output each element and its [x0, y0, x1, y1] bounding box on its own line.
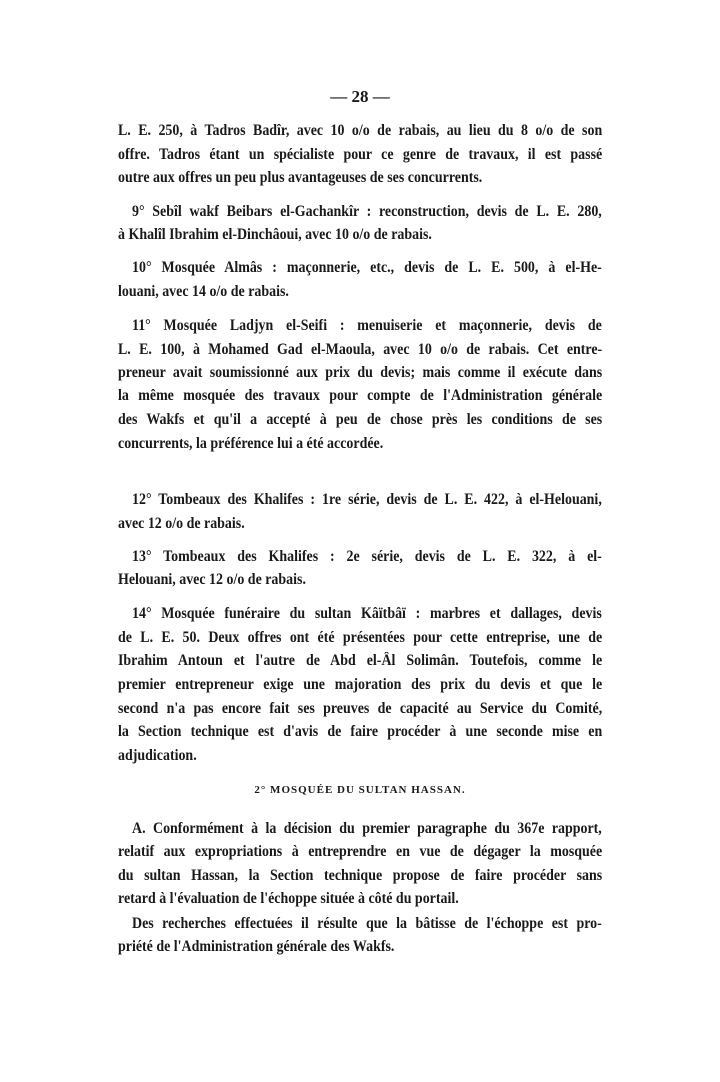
text-line: Ibrahim Antoun et l'autre de Abd el-Âl Solimân. Toutefois, comme le	[118, 652, 603, 669]
text-line: outre aux offres un peu plus avantageuses de ses concurrents.	[118, 169, 483, 186]
text-line: priété de l'Administration générale des Wakfs.	[118, 938, 395, 955]
text-line: second n'a pas encore fait ses preuves de capacité au Service du Comité,	[118, 700, 603, 717]
text-line: la même mosquée des travaux pour compte de l'Administration générale	[118, 387, 603, 404]
text-line: adjudication.	[118, 747, 197, 764]
text-line: 11° Mosquée Ladjyn el-Seifi : menuiserie et maçonnerie, devis de	[132, 317, 602, 334]
text-line: à Khalîl Ibrahim el-Dinchâoui, avec 10 o/o de rabais.	[118, 226, 432, 243]
text-line: 12° Tombeaux des Khalifes : 1re série, devis de L. E. 422, à el-Helouani,	[132, 491, 602, 508]
text-line: 9° Sebîl wakf Beibars el-Gachankîr : reconstruction, devis de L. E. 280,	[132, 203, 602, 220]
text-line: concurrents, la préférence lui a été accordée.	[118, 435, 384, 452]
text-line: offre. Tadros étant un spécialiste pour ce genre de travaux, il est passé	[118, 146, 603, 163]
text-line: 10° Mosquée Almâs : maçonnerie, etc., devis de L. E. 500, à el-He-	[132, 259, 602, 276]
text-line: des Wakfs et qu'il a accepté à peu de chose près les conditions de ses	[118, 411, 603, 428]
text-line: avec 12 o/o de rabais.	[118, 515, 245, 532]
text-line: L. E. 100, à Mohamed Gad el-Maoula, avec 10 o/o de rabais. Cet entre-	[118, 341, 603, 358]
text-line: de L. E. 50. Deux offres ont été présentées pour cette entreprise, une de	[118, 629, 603, 646]
text-line: du sultan Hassan, la Section technique propose de faire procéder sans	[118, 867, 603, 884]
text-line: Des recherches effectuées il résulte que la bâtisse de l'échoppe est pro-	[132, 915, 602, 932]
text-line: louani, avec 14 o/o de rabais.	[118, 283, 289, 300]
text-line: relatif aux expropriations à entreprendre en vue de dégager la mosquée	[118, 843, 603, 860]
text-line: Helouani, avec 12 o/o de rabais.	[118, 571, 306, 588]
text-line: retard à l'évaluation de l'échoppe située à côté du portail.	[118, 890, 459, 907]
text-line: 14° Mosquée funéraire du sultan Kâïtbâï : marbres et dallages, devis	[132, 605, 602, 622]
text-line: preneur avait soumissionné aux prix du devis; mais comme il exécute dans	[118, 364, 603, 381]
text-line: la Section technique est d'avis de faire procéder à une seconde mise en	[118, 723, 603, 740]
text-line: premier entrepreneur exige une majoration des prix du devis et que le	[118, 676, 603, 693]
text-line: A. Conformément à la décision du premier paragraphe du 367e rapport,	[132, 820, 602, 837]
section-heading: 2° MOSQUÉE DU SULTAN HASSAN.	[254, 784, 466, 796]
text-line: 13° Tombeaux des Khalifes : 2e série, devis de L. E. 322, à el-	[132, 548, 602, 565]
text-line: L. E. 250, à Tadros Badîr, avec 10 o/o de rabais, au lieu du 8 o/o de son	[118, 122, 603, 139]
page-number: — 28 —	[330, 87, 390, 106]
